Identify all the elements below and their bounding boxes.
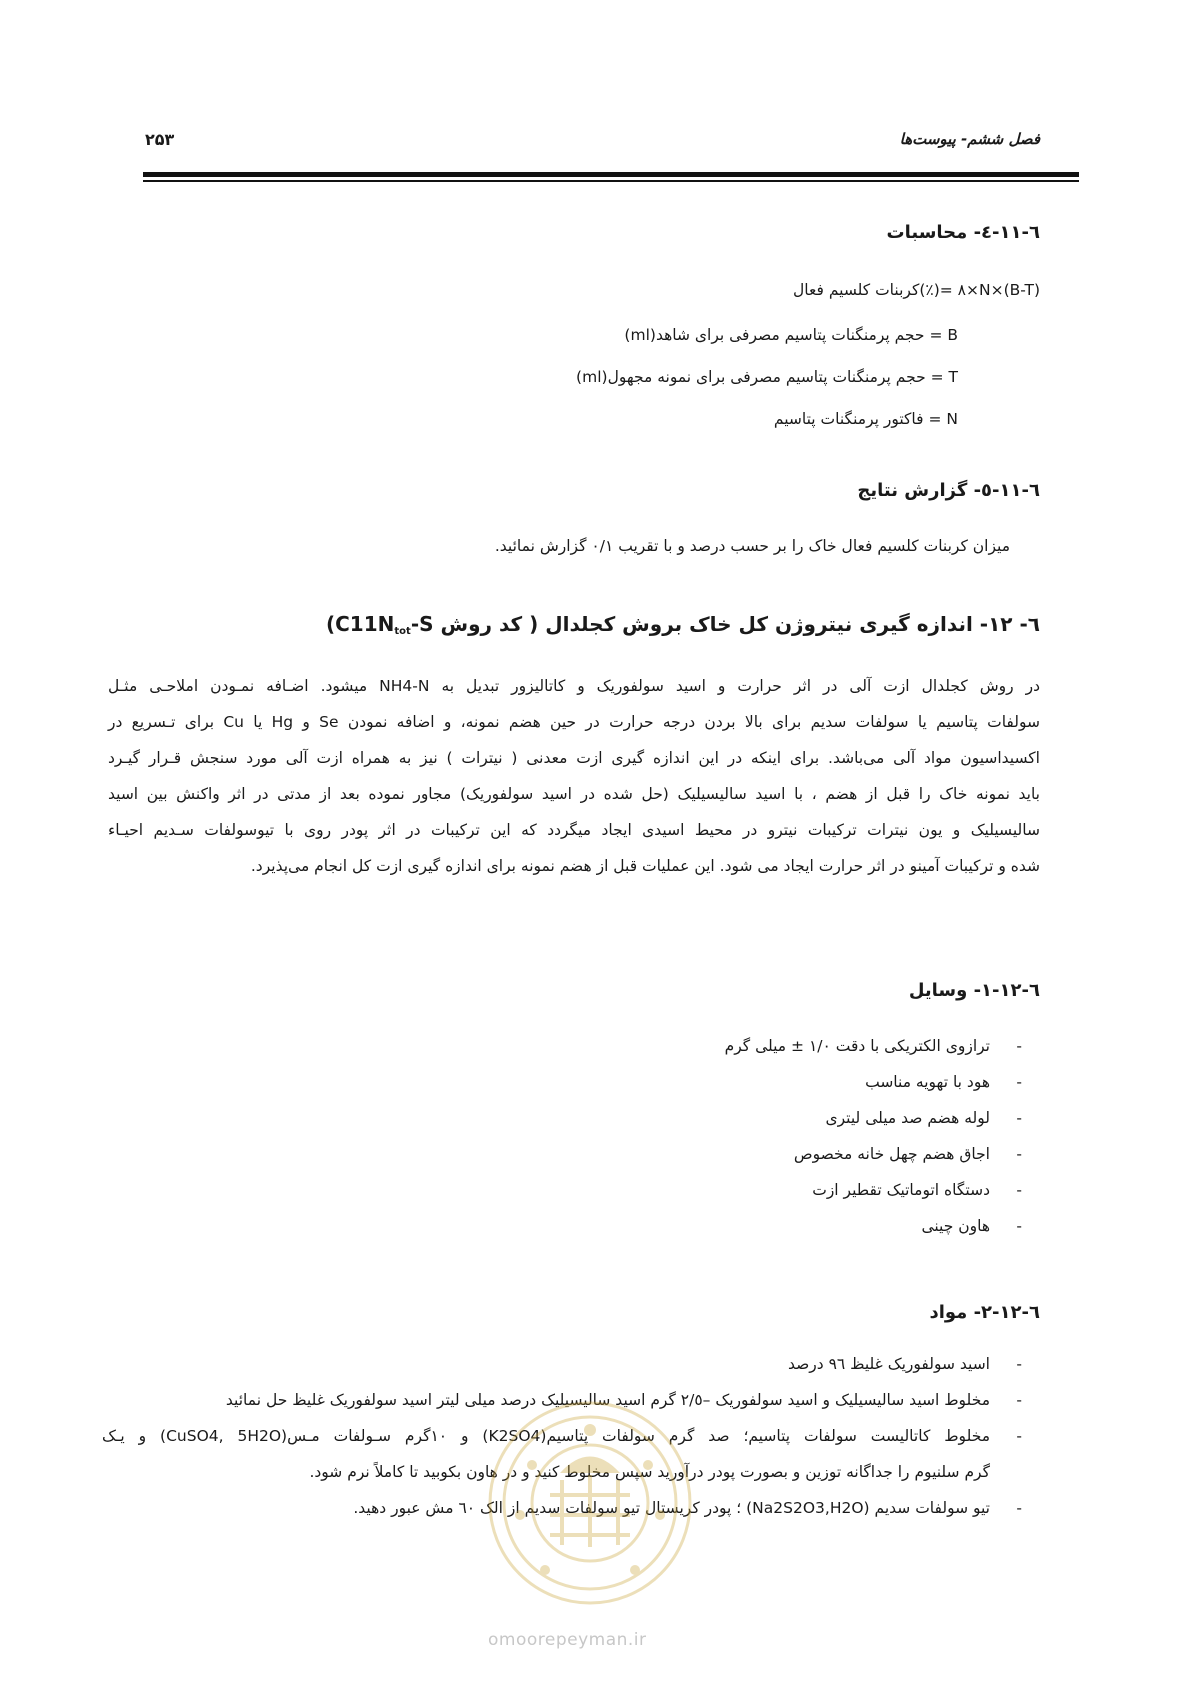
header-rule-thick: [143, 172, 1079, 177]
definition-t: T = حجم پرمنگنات پتاسیم مصرفی برای نمونه مجهول(ml): [576, 368, 958, 386]
paragraph-line: سالیسیلیک و یون نیترات ترکیبات نیترو در محیط اسیدی ایجاد میگردد که این ترکیبات در اثر پودر روی با تیوسولفات سـدیم احیـاء: [108, 821, 1040, 839]
header-rule-thin: [143, 180, 1079, 182]
list-item: - هود با تهویه مناسب: [865, 1073, 1022, 1091]
list-item: - مخلوط کاتالیست سولفات پتاسیم؛ صد گرم سولفات پتاسیم(K2SO4) و ١٠گرم سـولفات مـس(CuSO4, 5H2O) و یـک گرم سلنیوم را جداگانه توزین و بصورت پودر درآورید سپس مخلوط کنید و در هاون بکوبید تا کاملاً نرم شود.: [102, 1427, 1022, 1481]
equipment-list: [725, 1028, 1022, 1244]
paragraph-line: اکسیداسیون مواد آلی می‌باشد. برای اینکه در این اندازه گیری ازت معدنی ( نیترات ) نیز به همراه ازت آلی مورد سنجش قـرار گیـرد: [108, 749, 1040, 767]
formula: (B-T)×N×٨ =(٪)کربنات کلسیم فعال: [793, 281, 1040, 299]
report-text: میزان کربنات کلسیم فعال خاک را بر حسب درصد و با تقریب ٠/١ گزارش نمائید.: [494, 537, 1010, 555]
chapter-title: فصل ششم- پیوست‌ها: [899, 130, 1040, 148]
list-item: - مخلوط اسید سالیسیلیک و اسید سولفوریک –٢/٥ گرم اسید سالیسیلیک درصد میلی لیتر اسید سولفوریک غلیظ حل نمائید: [225, 1391, 1022, 1409]
section-heading-equipment: ٦-١٢-١- وسایل: [908, 980, 1040, 1001]
list-item: - اسید سولفوریک غلیظ ٩٦ درصد: [787, 1355, 1022, 1373]
section-heading-materials: ٦-١٢-٢- مواد: [929, 1302, 1040, 1323]
section-heading-calculations: ٦-١١-٤- محاسبات: [886, 222, 1040, 243]
method-code-sub: tot: [394, 626, 411, 637]
definition-b: B = حجم پرمنگنات پتاسیم مصرفی برای شاهد(ml): [624, 326, 958, 344]
heading-close: ): [325, 612, 336, 636]
section-heading-kjeldahl: [326, 612, 1040, 637]
paragraph-line: سولفات پتاسیم یا سولفات سدیم برای بالا بردن درجه حرارت در حین هضم نمونه، و اضافه نمودن Se و Hg یا Cu برای تـسریع در: [108, 713, 1040, 731]
paragraph-line: باید نمونه خاک را قبل از هضم ، با اسید سالیسیلیک (حل شده در اسید سولفوریک) مجاور نموده بعد از مدتی در اثر واکنش بین اسید: [108, 785, 1040, 803]
kjeldahl-paragraph: [108, 668, 1040, 884]
watermark-seal-icon: [480, 1395, 700, 1610]
list-item: - لوله هضم صد میلی لیتری: [825, 1109, 1022, 1127]
list-item: - ترازوی الکتریکی با دقت ١/٠ ± میلی گرم: [724, 1037, 1022, 1055]
list-item: - هاون چینی: [921, 1217, 1022, 1235]
list-item: - دستگاه اتوماتیک تقطیر ازت: [812, 1181, 1022, 1199]
list-item: - تیو سولفات سدیم (Na2S2O3,H2O) ؛ پودر کریستال تیو سولفات سدیم از الک ٦٠ مش عبور دهید.: [353, 1499, 1022, 1517]
paragraph-line: شده و ترکیبات آمینو در اثر حرارت ایجاد می شود. این عملیات قبل از هضم نمونه برای اندازه گیری ازت کل انجام می‌پذیرد.: [250, 857, 1040, 875]
definition-n: N = فاکتور پرمنگنات پتاسیم: [773, 410, 958, 428]
page-number: ۲۵۳: [145, 130, 175, 149]
method-code-b: -S: [410, 612, 434, 636]
method-code-a: C11N: [335, 612, 395, 636]
list-item: - اجاق هضم چهل خانه مخصوص: [793, 1145, 1022, 1163]
heading-main: ٦- ١٢- اندازه گیری نیتروژن کل خاک بروش کجلدال ( کد روش: [433, 612, 1040, 636]
section-heading-report: ٦-١١-٥- گزارش نتایج: [857, 480, 1040, 501]
watermark-text: omoorepeyman.ir: [488, 1630, 647, 1650]
paragraph-line: در روش کجلدال ازت آلی در اثر حرارت و اسید سولفوریک و کاتالیزور تبدیل به NH4-N میشود. اضـافه نمـودن املاحـی مثـل: [108, 677, 1040, 695]
